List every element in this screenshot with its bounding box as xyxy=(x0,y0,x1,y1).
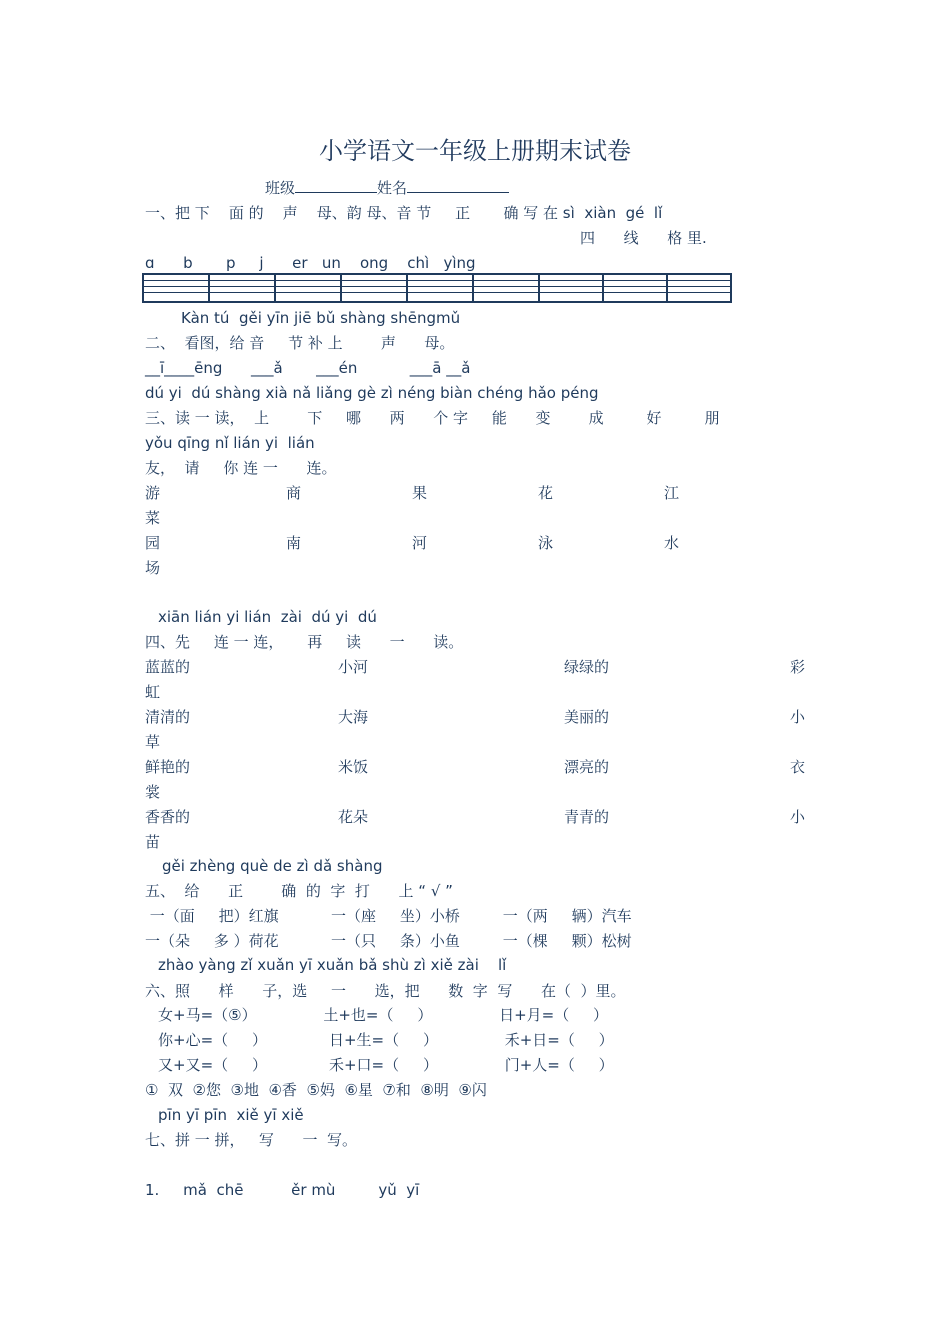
q4-word[interactable]: 草 xyxy=(145,733,161,751)
page-title: 小学语文一年级上册期末试卷 xyxy=(319,137,631,165)
q6-instruction: 六、照 样 子，选 一 选，把 数 字 写 在（ ）里。 xyxy=(145,982,626,1000)
q4-word[interactable]: 裳 xyxy=(145,783,161,801)
q4-word[interactable]: 清清的 xyxy=(145,708,191,726)
q4-word[interactable]: 米饭 xyxy=(338,758,369,776)
q3-word[interactable]: 江 xyxy=(664,484,680,502)
q6-equation-row[interactable]: 又+又=（ ） 禾+口=（ ） 门+人=（ ） xyxy=(158,1056,614,1074)
q4-instruction: 四、先 连 一 连， 再 读 一 读。 xyxy=(145,633,464,651)
q3-word[interactable]: 场 xyxy=(145,559,161,577)
q4-word[interactable]: 香香的 xyxy=(145,808,191,826)
grid-divider xyxy=(208,275,210,301)
q3-pinyin-cont: yǒu qīng nǐ lián yi lián xyxy=(145,434,315,452)
q4-word[interactable]: 衣 xyxy=(790,758,806,776)
grid-divider xyxy=(406,275,408,301)
q4-word[interactable]: 大海 xyxy=(338,708,369,726)
class-name-line xyxy=(265,178,509,198)
q2-blanks[interactable]: __ī____ēng ___ǎ ___én ___ā __ǎ xyxy=(145,359,471,377)
q7-pinyin: pīn yī pīn xiě yī xiě xyxy=(158,1106,304,1124)
class-blank[interactable] xyxy=(295,178,377,193)
grid-line xyxy=(144,292,730,293)
q1-instruction-cont: 四 线 格 里. xyxy=(580,229,707,247)
q3-word[interactable]: 果 xyxy=(412,484,428,502)
q4-pinyin: xiān lián yi lián zài dú yi dú xyxy=(158,608,377,626)
q5-pinyin: gěi zhèng què de zì dǎ shàng xyxy=(162,857,383,875)
q7-instruction: 七、拼 一 拼， 写 一 写。 xyxy=(145,1131,357,1149)
q4-word[interactable]: 鲜艳的 xyxy=(145,758,191,776)
name-blank[interactable] xyxy=(407,178,509,193)
grid-line xyxy=(144,280,730,281)
q3-word[interactable]: 游 xyxy=(145,484,161,502)
q2-instruction: 二、 看图，给 音 节 补 上 声 母。 xyxy=(145,334,455,352)
grid-divider xyxy=(666,275,668,301)
q4-word[interactable]: 蓝蓝的 xyxy=(145,658,191,676)
q6-pinyin: zhào yàng zǐ xuǎn yī xuǎn bǎ shù zì xiě zài lǐ xyxy=(158,956,507,974)
q4-word[interactable]: 漂亮的 xyxy=(564,758,610,776)
q2-pinyin: Kàn tú gěi yīn jiē bǔ shàng shēngmǔ xyxy=(181,309,461,327)
q3-word[interactable]: 花 xyxy=(538,484,554,502)
q5-choice-row[interactable]: 一（朵 多 ）荷花 一（只 条）小鱼 一（棵 颗）松树 xyxy=(145,932,632,950)
four-line-grid[interactable] xyxy=(142,273,732,303)
name-label: 姓名 xyxy=(377,179,408,197)
q4-word[interactable]: 小 xyxy=(790,708,806,726)
q3-word[interactable]: 菜 xyxy=(145,509,161,527)
grid-line xyxy=(144,286,730,287)
q1-instruction: 一、把 下 面 的 声 母、韵 母、音 节 正 确 写 在 sì xiàn gé lǐ xyxy=(145,204,663,222)
q3-instruction: 三、读 一 读， 上 下 哪 两 个 字 能 变 成 好 朋 xyxy=(145,409,720,427)
grid-divider xyxy=(340,275,342,301)
grid-divider xyxy=(602,275,604,301)
grid-divider xyxy=(274,275,276,301)
q1-pinyin-row: ɑ b p j er un ong chì yìng xyxy=(145,254,476,272)
q6-equation-row[interactable]: 女+马=（⑤） 土+也=（ ） 日+月=（ ） xyxy=(158,1006,609,1024)
q3-word[interactable]: 水 xyxy=(664,534,680,552)
q5-choice-row[interactable]: 一（面 把）红旗 一（座 坐）小桥 一（两 辆）汽车 xyxy=(145,907,632,925)
q4-word[interactable]: 小河 xyxy=(338,658,369,676)
q3-instruction-cont: 友， 请 你 连 一 连。 xyxy=(145,459,337,477)
q4-word[interactable]: 美丽的 xyxy=(564,708,610,726)
grid-divider xyxy=(472,275,474,301)
q7-item-1: 1. mǎ chē ěr mù yǔ yī xyxy=(145,1181,420,1199)
q3-word[interactable]: 泳 xyxy=(538,534,554,552)
q3-word[interactable]: 商 xyxy=(286,484,302,502)
grid-divider xyxy=(538,275,540,301)
q4-word[interactable]: 青青的 xyxy=(564,808,610,826)
q4-word[interactable]: 虹 xyxy=(145,683,161,701)
class-label: 班级 xyxy=(265,179,296,197)
q6-equation-row[interactable]: 你+心=（ ） 日+生=（ ） 禾+日=（ ） xyxy=(158,1031,614,1049)
q4-word[interactable]: 花朵 xyxy=(338,808,369,826)
q3-word[interactable]: 园 xyxy=(145,534,161,552)
q4-word[interactable]: 小 xyxy=(790,808,806,826)
q3-word[interactable]: 河 xyxy=(412,534,428,552)
q3-pinyin: dú yi dú shàng xià nǎ liǎng gè zì néng biàn chéng hǎo péng xyxy=(145,384,599,402)
q6-options: ① 双 ②您 ③地 ④香 ⑤妈 ⑥星 ⑦和 ⑧明 ⑨闪 xyxy=(145,1081,487,1099)
q5-instruction: 五、 给 正 确 的 字 打 上 “ √ ” xyxy=(145,882,453,900)
q4-word[interactable]: 绿绿的 xyxy=(564,658,610,676)
q4-word[interactable]: 苗 xyxy=(145,833,161,851)
q3-word[interactable]: 南 xyxy=(286,534,302,552)
q4-word[interactable]: 彩 xyxy=(790,658,806,676)
